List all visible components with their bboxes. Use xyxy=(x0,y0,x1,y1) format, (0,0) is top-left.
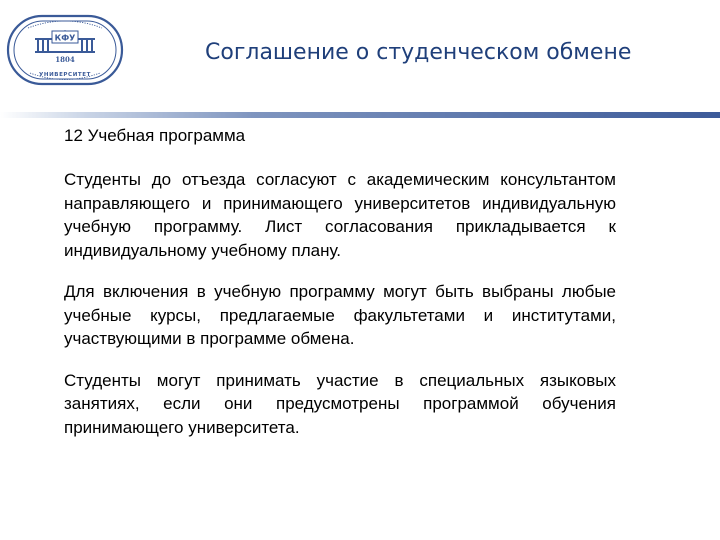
slide-body xyxy=(64,124,616,457)
slide-title: Соглашение о студенческом обмене xyxy=(205,40,632,65)
university-logo xyxy=(6,14,124,86)
section-heading: 12 Учебная программа xyxy=(64,126,246,145)
logo-bottom-text: УНИВЕРСИТЕТ xyxy=(39,72,91,78)
paragraph-study-plan: Студенты до отъезда согласуют с академическим консультантом направляющего и принимающего университетов индивидуальную учебную программу. Лист согласования прикладывается к индивидуальному учебному плану. xyxy=(64,170,616,260)
paragraph-course-selection: Для включения в учебную программу могут быть выбраны любые учебные курсы, предлагаемые факультетами и институтами, участвующими в программе обмена. xyxy=(64,282,616,348)
kfu-seal-icon xyxy=(6,14,124,86)
logo-year: 1804 xyxy=(55,55,75,64)
logo-abbreviation: КФУ xyxy=(54,33,76,43)
header-divider xyxy=(0,112,720,118)
paragraph-language-classes: Студенты могут принимать участие в специальных языковых занятиях, если они предусмотрены программой обучения принимающего университета. xyxy=(64,370,616,437)
